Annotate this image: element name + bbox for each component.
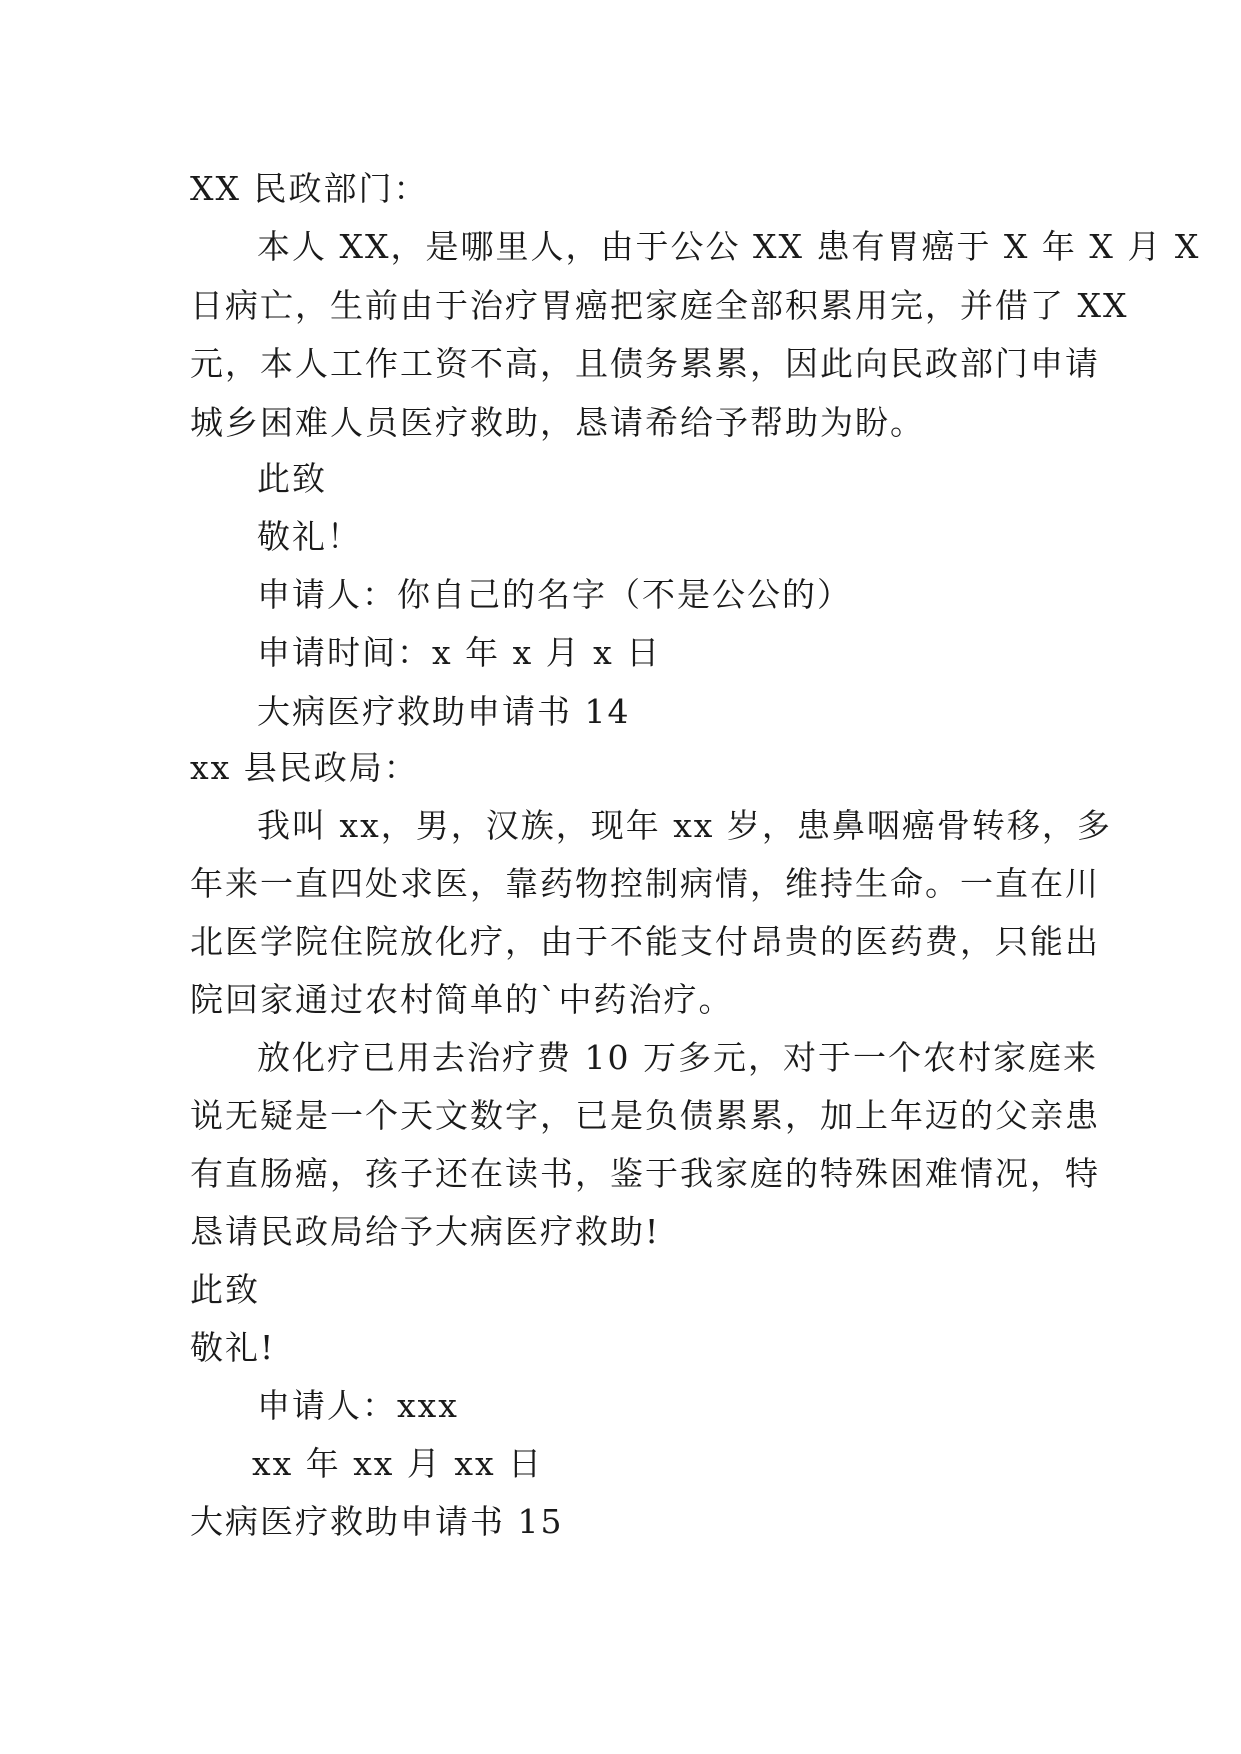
- letter2-p1-line-3: 北医学院住院放化疗，由于不能支付昂贵的医药费，只能出: [190, 922, 1100, 961]
- letter1-body-line-2: 日病亡，生前由于治疗胃癌把家庭全部积累用完，并借了 XX: [190, 286, 1129, 325]
- letter1-applicant: 申请人：你自己的名字（不是公公的）: [257, 575, 852, 614]
- letter2-date: xx 年 xx 月 xx 日: [252, 1444, 544, 1483]
- letter2-p2-line-4: 恳请民政局给予大病医疗救助!: [190, 1212, 661, 1251]
- letter2-salutation: xx 县民政局：: [190, 748, 419, 787]
- letter1-body-line-1: 本人 XX，是哪里人，由于公公 XX 患有胃癌于 X 年 X 月 X: [257, 227, 1201, 266]
- letter2-p1-line-1: 我叫 xx，男，汉族，现年 xx 岁，患鼻咽癌骨转移，多: [257, 806, 1112, 845]
- section-heading-15: 大病医疗救助申请书 15: [190, 1502, 564, 1541]
- letter1-body-line-4: 城乡困难人员医疗救助，恳请希给予帮助为盼。: [190, 403, 925, 442]
- letter2-p2-line-3: 有直肠癌，孩子还在读书，鉴于我家庭的特殊困难情况，特: [190, 1154, 1100, 1193]
- letter2-p2-line-2: 说无疑是一个天文数字，已是负债累累，加上年迈的父亲患: [190, 1096, 1100, 1135]
- letter2-p1-line-4: 院回家通过农村简单的`中药治疗。: [190, 980, 734, 1019]
- letter2-p1-line-2: 年来一直四处求医，靠药物控制病情，维持生命。一直在川: [190, 864, 1100, 903]
- letter1-body-line-3: 元，本人工作工资不高，且债务累累，因此向民政部门申请: [190, 344, 1100, 383]
- letter2-p2-line-1: 放化疗已用去治疗费 10 万多元，对于一个农村家庭来: [257, 1038, 1098, 1077]
- section-heading-14: 大病医疗救助申请书 14: [257, 692, 631, 731]
- letter1-closing-1: 此致: [257, 459, 327, 498]
- letter2-closing-2: 敬礼!: [190, 1328, 276, 1367]
- letter2-closing-1: 此致: [190, 1270, 260, 1309]
- letter2-applicant: 申请人：xxx: [257, 1386, 459, 1425]
- letter1-date: 申请时间：x 年 x 月 x 日: [257, 633, 662, 672]
- letter1-closing-2: 敬礼！: [257, 517, 362, 556]
- letter1-salutation: XX 民政部门：: [190, 169, 429, 208]
